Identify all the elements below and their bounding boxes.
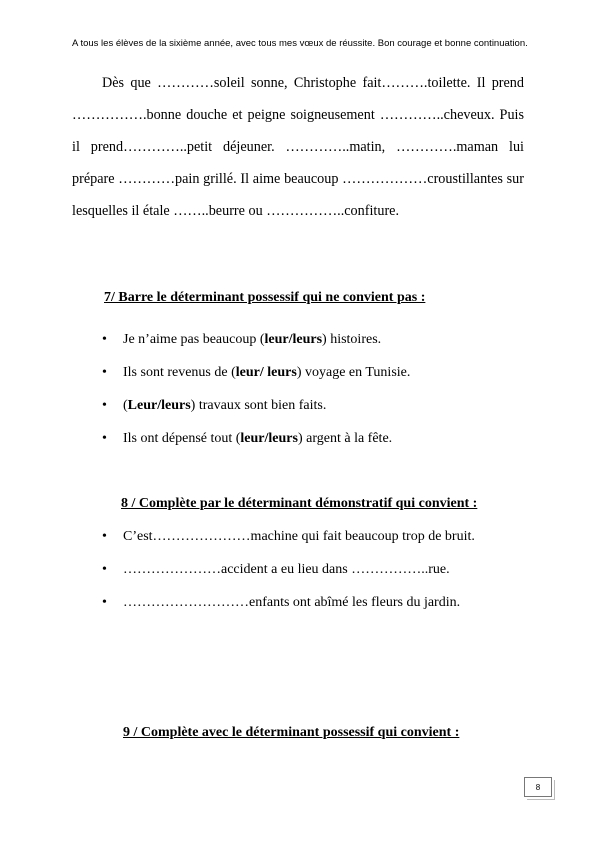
- item-choice[interactable]: leur/ leurs: [235, 365, 297, 380]
- list-item: [102, 529, 475, 562]
- bullet-icon: •: [102, 562, 107, 577]
- list-item: [102, 431, 410, 464]
- list-item: [102, 398, 410, 431]
- fill-in-paragraph: [72, 67, 524, 227]
- item-text-before: (: [123, 398, 128, 413]
- list-item: [102, 365, 410, 398]
- item-text-after: ) histoires.: [322, 332, 382, 347]
- paragraph-text: Dès que …………soleil sonne, Christophe fait……….toilette. Il prend …………….bonne douche et peigne soigneusement …………..cheveux. Puis il prend…………..petit déjeuner. …………..matin, ………….maman lui prépare …………pain grillé. Il aime beaucoup ………………croustillantes sur lesquelles il étale ……..beurre ou ……………..confiture.: [72, 75, 524, 219]
- page-number: 8: [524, 777, 552, 797]
- bullet-icon: •: [102, 595, 107, 610]
- item-text-after: ) voyage en Tunisie.: [296, 365, 411, 380]
- fill-in-sentence[interactable]: …………………accident a eu lieu dans ……………..rue.: [123, 562, 450, 577]
- list-item: [102, 562, 475, 595]
- bullet-icon: •: [102, 529, 107, 544]
- item-choice[interactable]: leur/leurs: [240, 431, 298, 446]
- page-header: A tous les élèves de la sixième année, avec tous mes vœux de réussite. Bon courage et bonne continuation.: [72, 38, 528, 49]
- fill-in-sentence[interactable]: C’est…………………machine qui fait beaucoup trop de bruit.: [123, 529, 475, 544]
- item-text-after: ) argent à la fête.: [297, 431, 393, 446]
- bullet-icon: •: [102, 332, 107, 347]
- item-text-after: ) travaux sont bien faits.: [190, 398, 327, 413]
- exercise-7-list: [102, 332, 410, 464]
- exercise-8-list: [102, 529, 475, 628]
- exercise-9-title: 9 / Complète avec le déterminant possessif qui convient :: [123, 725, 460, 740]
- list-item: [102, 595, 475, 628]
- item-choice[interactable]: leur/leurs: [264, 332, 323, 347]
- fill-in-sentence[interactable]: ………………………enfants ont abîmé les fleurs du jardin.: [123, 595, 461, 610]
- item-text-before: Je n’aime pas beaucoup (: [123, 332, 265, 347]
- exercise-8-title: 8 / Complète par le déterminant démonstratif qui convient :: [121, 496, 478, 511]
- item-choice[interactable]: Leur/leurs: [127, 398, 191, 413]
- exercise-7-title: 7/ Barre le déterminant possessif qui ne convient pas :: [104, 290, 426, 305]
- item-text-before: Ils sont revenus de (: [123, 365, 236, 380]
- bullet-icon: •: [102, 431, 107, 446]
- list-item: [102, 332, 410, 365]
- item-text-before: Ils ont dépensé tout (: [123, 431, 241, 446]
- bullet-icon: •: [102, 365, 107, 380]
- bullet-icon: •: [102, 398, 107, 413]
